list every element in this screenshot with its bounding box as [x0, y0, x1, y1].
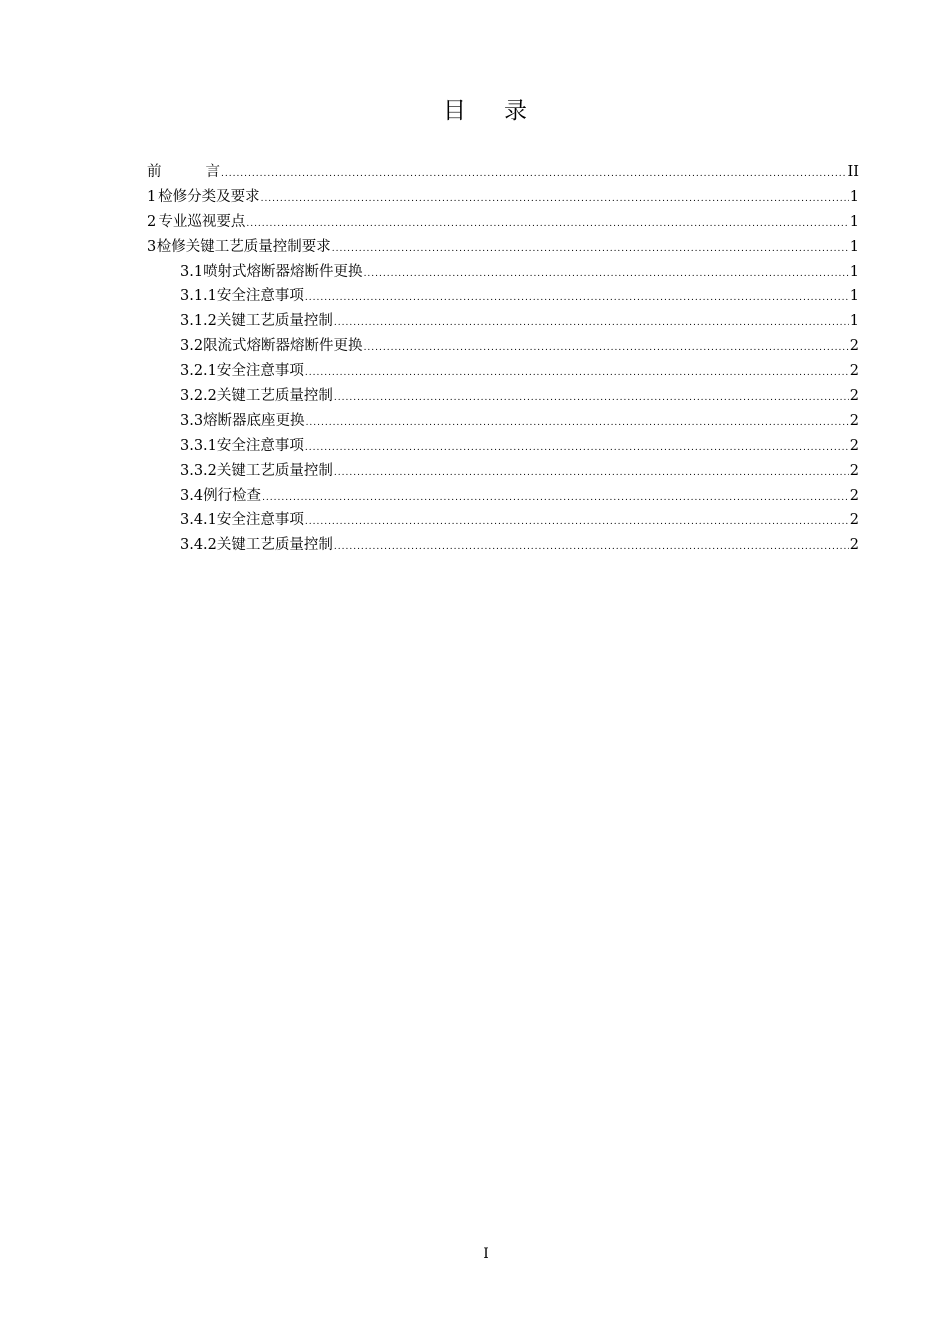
toc-leader-dots [364, 270, 849, 279]
toc-entry-page: 1 [849, 288, 859, 305]
toc-entry-page: 2 [849, 388, 859, 405]
toc-entry-number: 3.4 [180, 487, 204, 504]
toc-leader-dots [306, 419, 849, 428]
toc-entry-number: 3.4.2 [180, 537, 217, 554]
toc-entry-label: 关键工艺质量控制 [216, 388, 333, 405]
toc-entry-page: 1 [849, 238, 859, 255]
toc-leader-dots [305, 518, 849, 527]
toc-entry-3[interactable] [147, 235, 859, 260]
toc-entry-3-1-1[interactable] [147, 284, 859, 309]
toc-entry-page: 2 [849, 462, 859, 479]
toc-entry-3-2[interactable] [147, 334, 859, 359]
toc-entry-page: 2 [849, 363, 859, 380]
toc-entry-preface[interactable] [147, 160, 859, 185]
toc-entry-page: 1 [849, 263, 859, 280]
toc-entry-label: 安全注意事项 [216, 288, 304, 305]
toc-entry-page: 2 [849, 487, 859, 504]
toc-entry-label: 熔断器底座更换 [203, 412, 305, 429]
toc-entry-label: 安全注意事项 [216, 512, 304, 529]
toc-entry-page: 2 [849, 437, 859, 454]
toc-entry-label: 喷射式熔断器熔断件更换 [203, 263, 363, 280]
toc-entry-3-3-1[interactable] [147, 434, 859, 459]
toc-leader-dots [334, 543, 849, 552]
toc-entry-number: 3.2 [180, 338, 204, 355]
toc-leader-dots [334, 394, 849, 403]
toc-leader-dots [334, 469, 849, 478]
toc-entry-label: 安全注意事项 [216, 363, 304, 380]
toc-entry-3-3[interactable] [147, 409, 859, 434]
toc-entry-label: 例行检查 [203, 487, 262, 504]
toc-leader-dots [221, 170, 847, 179]
toc-entry-number: 3.3 [180, 412, 204, 429]
toc-leader-dots [262, 494, 849, 503]
toc-leader-dots [334, 319, 849, 328]
toc-entry-number: 3.2.2 [180, 388, 217, 405]
toc-entry-page: 2 [849, 537, 859, 554]
toc-leader-dots [364, 344, 849, 353]
toc-entry-3-4-1[interactable] [147, 508, 859, 533]
toc-entry-2[interactable] [147, 210, 859, 235]
toc-entry-3-4[interactable] [147, 484, 859, 509]
toc-entry-3-4-2[interactable] [147, 533, 859, 558]
page-title: 目录 [443, 98, 565, 124]
toc-entry-number: 3.3.2 [180, 462, 217, 479]
toc-entry-number: 3.1 [180, 263, 204, 280]
toc-entry-3-2-2[interactable] [147, 384, 859, 409]
toc-entry-number: 3.3.1 [180, 437, 217, 454]
toc-entry-label: 关键工艺质量控制 [216, 462, 333, 479]
toc-entry-number: 3.1.1 [180, 288, 217, 305]
toc-leader-dots [246, 220, 848, 229]
toc-entry-number: 3.1.2 [180, 313, 217, 330]
toc-leader-dots [261, 195, 849, 204]
toc-entry-page: 2 [849, 338, 859, 355]
toc-entry-label: 安全注意事项 [216, 437, 304, 454]
toc-entry-page: 1 [849, 213, 859, 230]
toc-entry-label: 专业巡视要点 [158, 213, 246, 230]
toc-entry-number: 3.4.1 [180, 512, 217, 529]
toc-entry-page: II [847, 164, 859, 180]
toc-leader-dots [305, 369, 849, 378]
toc-entry-3-3-2[interactable] [147, 459, 859, 484]
page-number: I [483, 1246, 489, 1262]
toc-leader-dots [305, 444, 849, 453]
toc-entry-number: 2 [147, 213, 157, 230]
toc-entry-page: 2 [849, 412, 859, 429]
toc-entry-label: 检修分类及要求 [158, 188, 260, 205]
toc-entry-number: 3 [147, 238, 157, 255]
toc-entry-page: 1 [849, 188, 859, 205]
toc-entry-3-2-1[interactable] [147, 359, 859, 384]
table-of-contents [147, 160, 859, 558]
toc-entry-label: 限流式熔断器熔断件更换 [203, 338, 363, 355]
toc-entry-3-1[interactable] [147, 260, 859, 285]
toc-entry-number: 3.2.1 [180, 363, 217, 380]
toc-entry-label: 关键工艺质量控制 [216, 313, 333, 330]
toc-leader-dots [305, 294, 849, 303]
toc-entry-1[interactable] [147, 185, 859, 210]
toc-entry-number: 1 [147, 188, 157, 205]
toc-entry-label: 关键工艺质量控制 [216, 537, 333, 554]
toc-entry-page: 1 [849, 313, 859, 330]
toc-entry-page: 2 [849, 512, 859, 529]
toc-entry-label: 检修关键工艺质量控制要求 [156, 238, 331, 255]
toc-entry-3-1-2[interactable] [147, 309, 859, 334]
toc-entry-label: 前 言 [147, 164, 220, 180]
toc-leader-dots [332, 245, 849, 254]
